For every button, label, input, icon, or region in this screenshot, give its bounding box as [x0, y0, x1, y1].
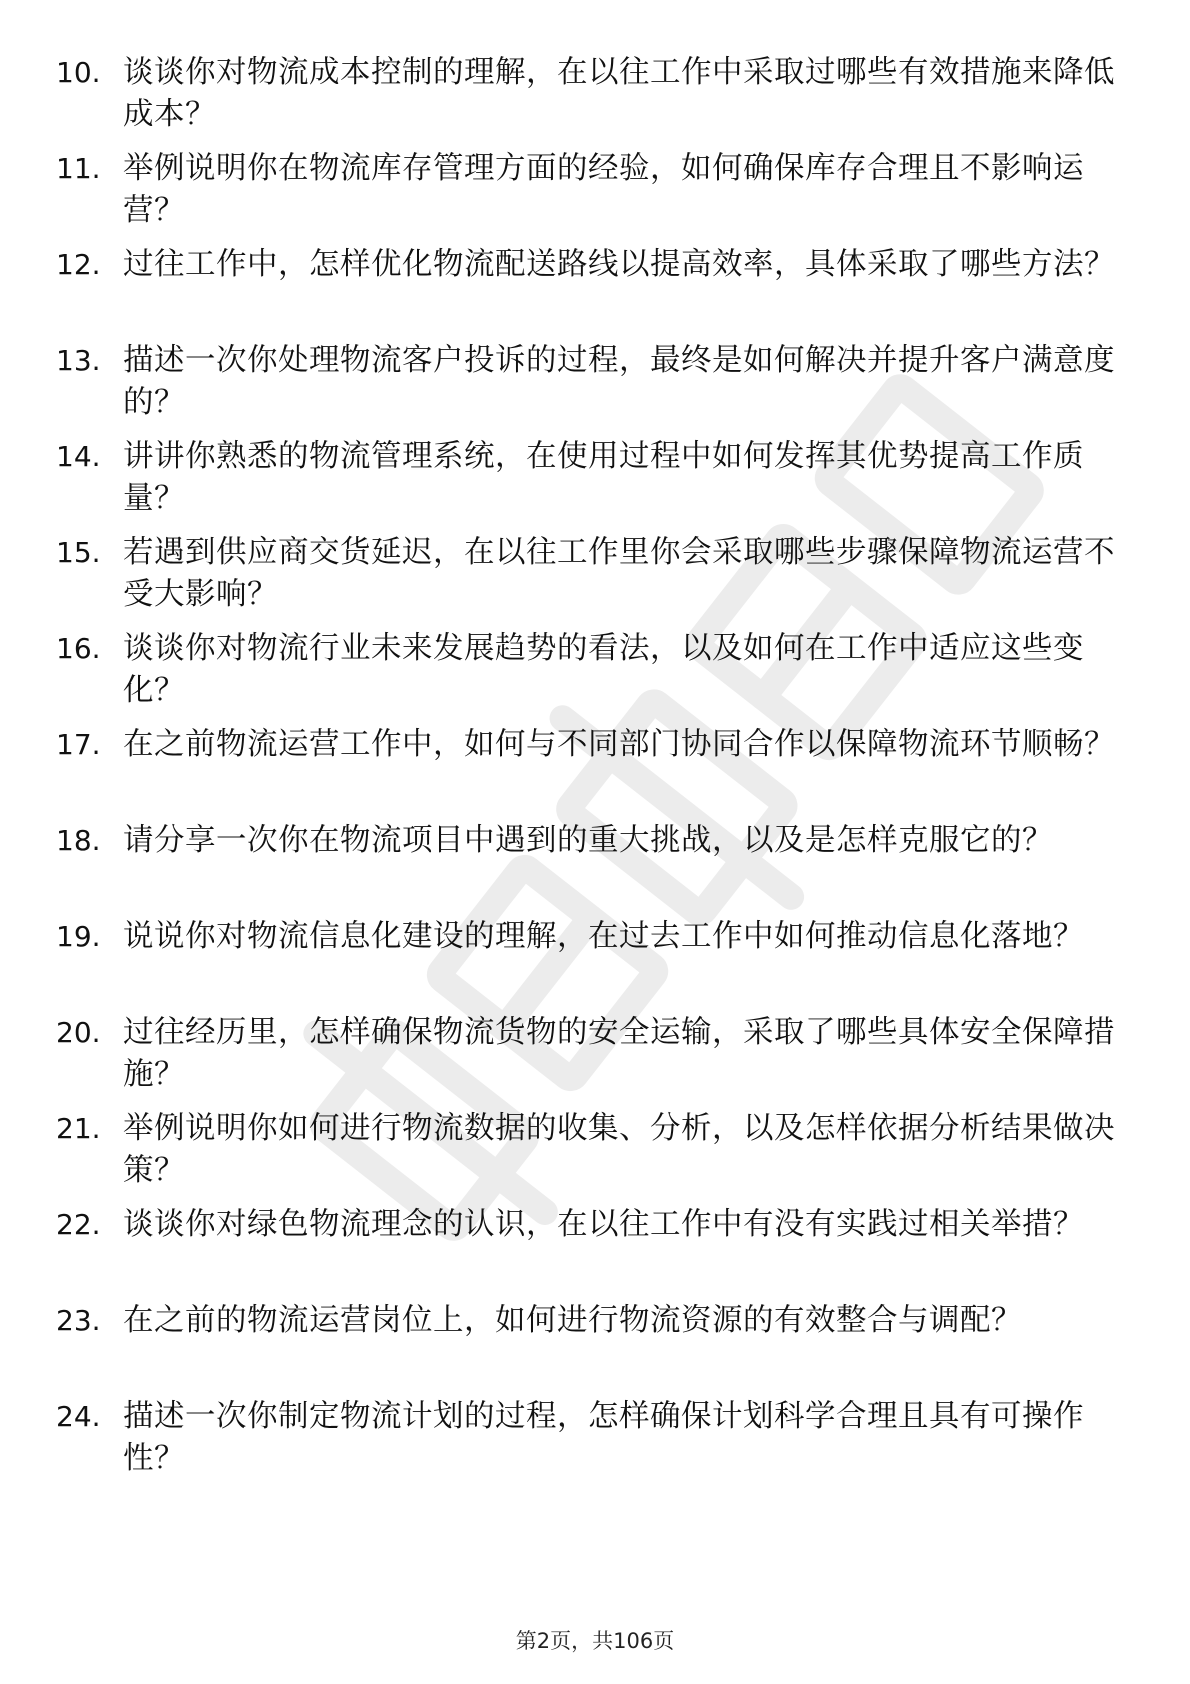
item-number: 13.	[56, 344, 101, 377]
item-number: 15.	[56, 536, 101, 569]
item-number: 19.	[56, 920, 101, 953]
item-number: 20.	[56, 1016, 101, 1049]
item-number: 24.	[56, 1400, 101, 1433]
item-number: 16.	[56, 632, 101, 665]
item-number: 21.	[56, 1112, 101, 1145]
list-item	[56, 1396, 1126, 1486]
page-footer: 第2页，共106页	[515, 1629, 675, 1653]
item-number: 10.	[56, 56, 101, 89]
question-text: 谈谈你对物流行业未来发展趋势的看法，以及如何在工作中适应这些变化？	[123, 631, 1084, 708]
list-item	[56, 436, 1126, 526]
list-item	[56, 1204, 1126, 1294]
item-number: 22.	[56, 1208, 101, 1241]
list-item	[56, 820, 1126, 910]
list-item	[56, 244, 1126, 334]
question-text: 若遇到供应商交货延迟，在以往工作里你会采取哪些步骤保障物流运营不受大影响？	[123, 535, 1115, 612]
item-number: 11.	[56, 152, 101, 185]
question-text: 在之前的物流运营岗位上，如何进行物流资源的有效整合与调配？	[123, 1303, 1022, 1338]
item-number: 23.	[56, 1304, 101, 1337]
question-text: 举例说明你在物流库存管理方面的经验，如何确保库存合理且不影响运营？	[123, 151, 1084, 228]
list-item	[56, 1300, 1126, 1390]
question-text: 讲讲你熟悉的物流管理系统，在使用过程中如何发挥其优势提高工作质量？	[123, 439, 1084, 516]
question-text: 请分享一次你在物流项目中遇到的重大挑战，以及是怎样克服它的？	[123, 823, 1053, 858]
item-number: 18.	[56, 824, 101, 857]
list-item	[56, 1108, 1126, 1198]
list-item	[56, 52, 1126, 142]
list-item	[56, 628, 1126, 718]
list-item	[56, 532, 1126, 622]
list-item	[56, 916, 1126, 1006]
item-number: 12.	[56, 248, 101, 281]
question-text: 说说你对物流信息化建设的理解，在过去工作中如何推动信息化落地？	[123, 919, 1084, 954]
item-number: 17.	[56, 728, 101, 761]
question-text: 谈谈你对物流成本控制的理解，在以往工作中采取过哪些有效措施来降低成本？	[123, 55, 1115, 132]
question-text: 举例说明你如何进行物流数据的收集、分析，以及怎样依据分析结果做决策？	[123, 1111, 1115, 1188]
list-item	[56, 724, 1126, 814]
question-text: 描述一次你制定物流计划的过程，怎样确保计划科学合理且具有可操作性？	[123, 1399, 1084, 1476]
list-item	[56, 340, 1126, 430]
list-item	[56, 1012, 1126, 1102]
item-number: 14.	[56, 440, 101, 473]
question-text: 过往经历里，怎样确保物流货物的安全运输，采取了哪些具体安全保障措施？	[123, 1015, 1115, 1092]
question-text: 在之前物流运营工作中，如何与不同部门协同合作以保障物流环节顺畅？	[123, 727, 1115, 762]
question-text: 过往工作中，怎样优化物流配送路线以提高效率，具体采取了哪些方法？	[123, 247, 1115, 282]
question-text: 谈谈你对绿色物流理念的认识，在以往工作中有没有实践过相关举措？	[123, 1207, 1084, 1242]
question-text: 描述一次你处理物流客户投诉的过程，最终是如何解决并提升客户满意度的？	[123, 343, 1115, 420]
list-item	[56, 148, 1126, 238]
